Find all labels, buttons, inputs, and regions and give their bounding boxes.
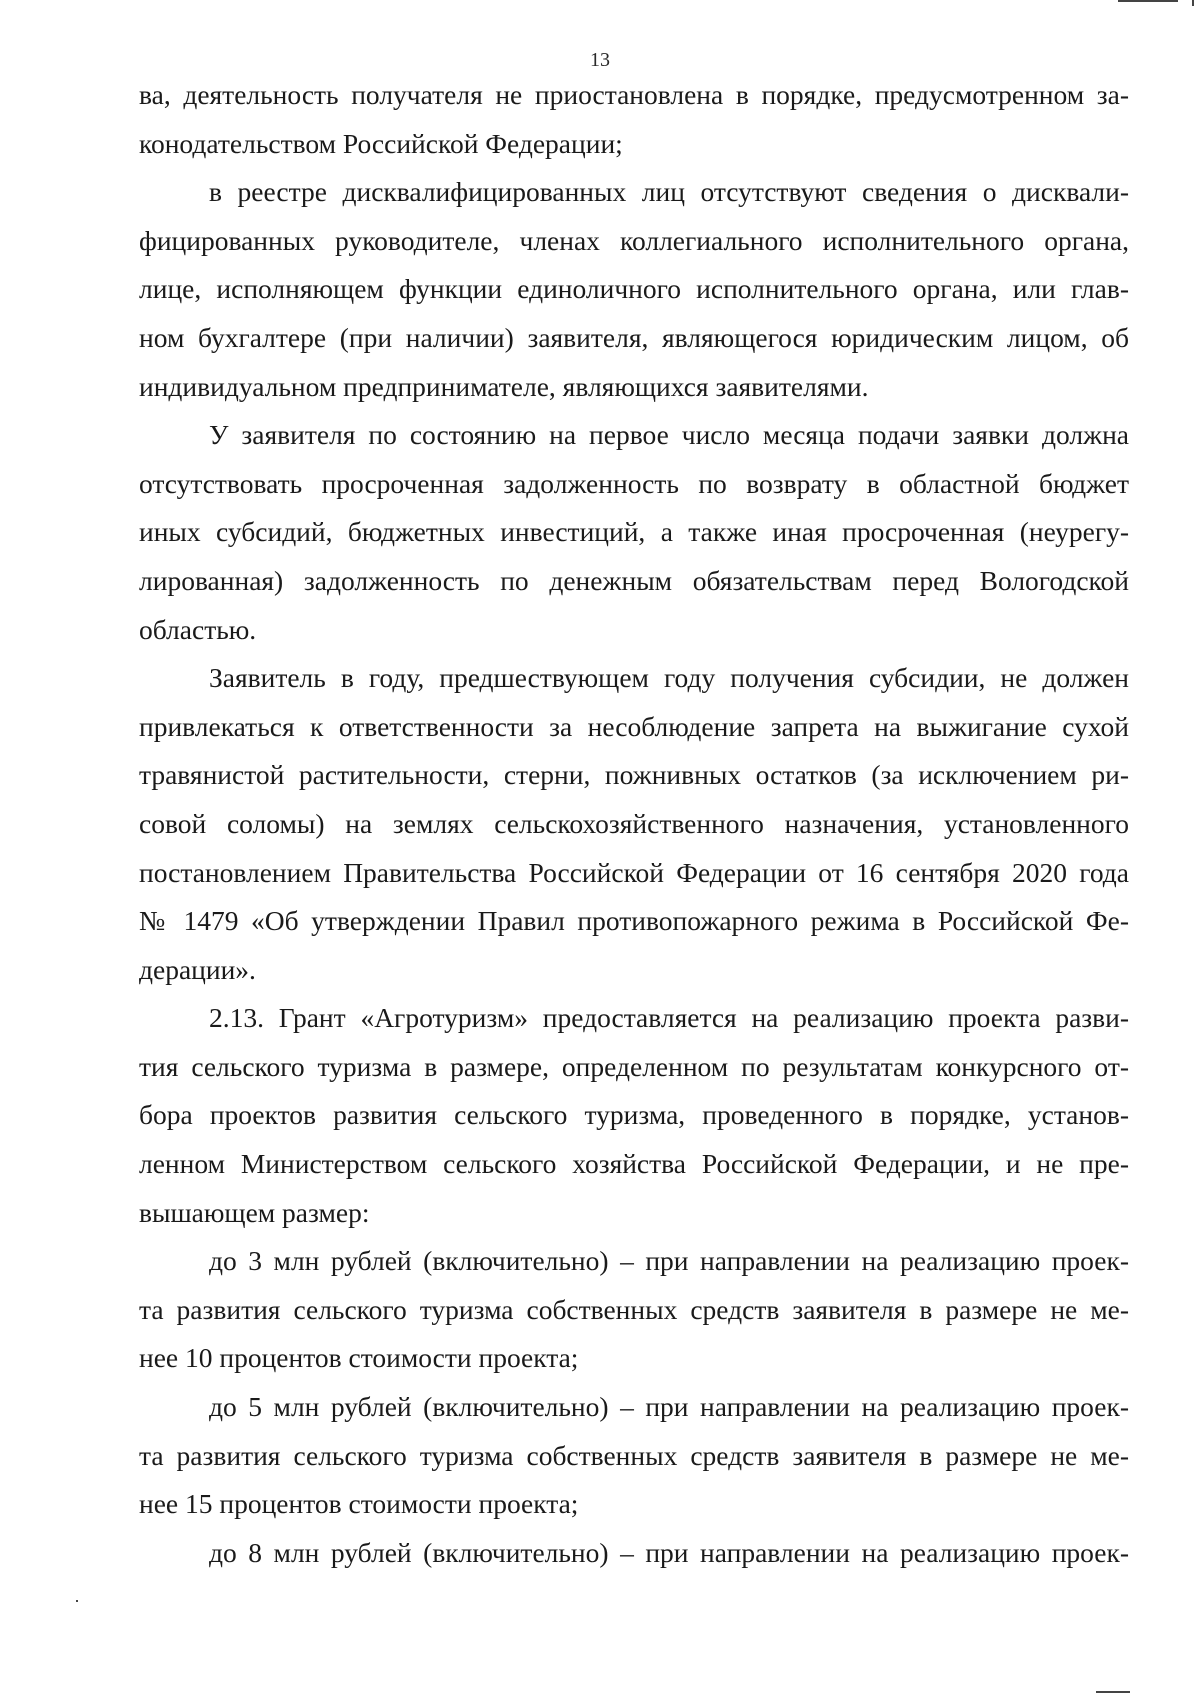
scan-artifact-mark <box>1096 1691 1130 1693</box>
text-line: нее 10 процентов стоимости проекта; <box>139 1342 579 1374</box>
text-line: вышающем размер: <box>139 1196 370 1228</box>
text-line: областью. <box>139 613 257 645</box>
text-line: ном бухгалтере (при наличии) заявителя, являющегося юридическим лицом, об <box>139 321 1129 353</box>
text-line: Заявитель в году, предшествующем году получения субсидии, не должен <box>209 662 1129 694</box>
text-line: совой соломы) на землях сельскохозяйственного назначения, установленного <box>139 807 1129 839</box>
scan-artifact-dot <box>76 1600 78 1602</box>
text-line: дерации». <box>139 953 256 985</box>
text-line: отсутствовать просроченная задолженность по возврату в областной бюджет <box>139 467 1129 499</box>
scan-artifact-mark <box>1118 0 1178 2</box>
document-body <box>139 71 1129 1577</box>
text-line: нее 15 процентов стоимости проекта; <box>139 1488 579 1520</box>
text-line: ленном Министерством сельского хозяйства Российской Федерации, и не пре- <box>139 1148 1129 1180</box>
text-line: та развития сельского туризма собственных средств заявителя в размере не ме- <box>139 1439 1129 1471</box>
text-line: У заявителя по состоянию на первое число месяца подачи заявки должна <box>209 419 1129 451</box>
text-line: бора проектов развития сельского туризма, проведенного в порядке, установ- <box>139 1099 1129 1131</box>
paragraph-p1 <box>139 71 1129 168</box>
text-line: № 1479 «Об утверждении Правил противопожарного режима в Российской Фе- <box>139 905 1129 937</box>
paragraph-p5 <box>139 994 1129 1237</box>
text-line: индивидуальном предпринимателе, являющихся заявителями. <box>139 370 869 402</box>
text-line: в реестре дисквалифицированных лиц отсутствуют сведения о дисквали- <box>209 176 1129 208</box>
paragraph-p3 <box>139 411 1129 654</box>
text-line: лированная) задолженность по денежным обязательствам перед Вологодской <box>139 564 1129 596</box>
text-line: до 5 млн рублей (включительно) – при направлении на реализацию проек- <box>209 1391 1129 1423</box>
text-line: тия сельского туризма в размере, определенном по результатам конкурсного от- <box>139 1050 1129 1082</box>
text-line: постановлением Правительства Российской Федерации от 16 сентября 2020 года <box>139 856 1129 888</box>
page-number: 13 <box>590 49 610 71</box>
paragraph-p4 <box>139 654 1129 994</box>
scan-artifact-mark <box>1192 0 1194 6</box>
text-line: лице, исполняющем функции единоличного исполнительного органа, или глав- <box>139 273 1129 305</box>
text-line: ва, деятельность получателя не приостановлена в порядке, предусмотренном за- <box>139 79 1129 110</box>
text-line: травянистой растительности, стерни, пожнивных остатков (за исключением ри- <box>139 759 1129 791</box>
paragraph-p2 <box>139 168 1129 411</box>
text-line: конодательством Российской Федерации; <box>139 127 623 159</box>
text-line: привлекаться к ответственности за несоблюдение запрета на выжигание сухой <box>139 710 1129 742</box>
text-line: иных субсидий, бюджетных инвестиций, а также иная просроченная (неурегу- <box>139 516 1129 548</box>
text-line: до 3 млн рублей (включительно) – при направлении на реализацию проек- <box>209 1245 1129 1277</box>
text-line: та развития сельского туризма собственных средств заявителя в размере не ме- <box>139 1293 1129 1325</box>
text-line: фицированных руководителе, членах коллегиального исполнительного органа, <box>139 224 1129 256</box>
text-line: 2.13. Грант «Агротуризм» предоставляется на реализацию проекта разви- <box>209 1002 1129 1034</box>
paragraph-p6 <box>139 1237 1129 1383</box>
text-line: до 8 млн рублей (включительно) – при направлении на реализацию проек- <box>209 1536 1129 1568</box>
paragraph-p7 <box>139 1383 1129 1529</box>
paragraph-p8 <box>139 1529 1129 1578</box>
